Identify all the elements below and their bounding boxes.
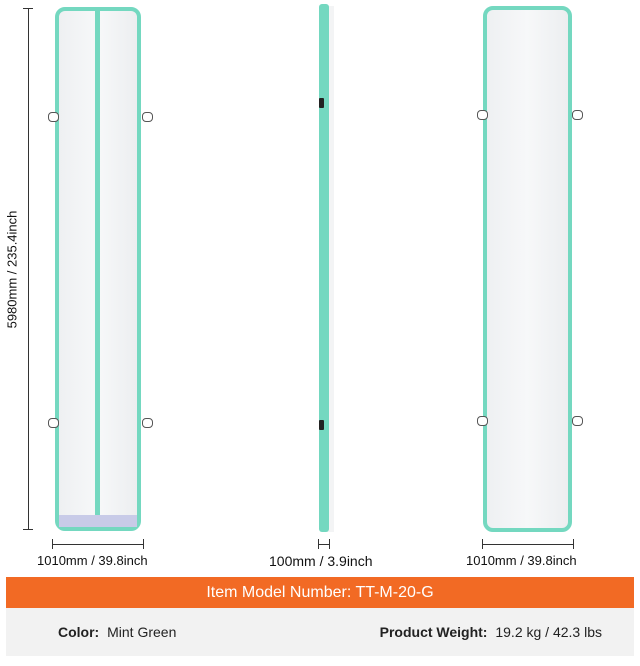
color-info: [58, 624, 176, 640]
width-dimension-tick: [143, 539, 144, 549]
width-dimension-line-left: [52, 544, 144, 545]
handle-icon: [142, 112, 153, 122]
product-info-row: [6, 608, 634, 656]
thickness-dimension-tick: [318, 539, 319, 549]
handle-icon: [48, 112, 59, 122]
handle-icon: [572, 416, 583, 426]
mat-bottom-view-right: [483, 6, 572, 532]
thickness-dimension-label: 100mm / 3.9inch: [269, 553, 373, 569]
length-dimension-tick-top: [23, 8, 33, 9]
weight-info: [380, 624, 602, 640]
width-dimension-line-right: [482, 544, 574, 545]
length-dimension-line: [28, 8, 29, 530]
mat-side-edge: [319, 4, 329, 532]
mat-bottom-edge: [59, 515, 137, 527]
width-dimension-tick: [482, 539, 483, 549]
model-number-label: Item Model Number: TT-M-20-G: [206, 583, 434, 601]
weight-label: Product Weight:: [379, 624, 488, 640]
handle-icon: [477, 416, 488, 426]
color-value: Mint Green: [107, 624, 177, 640]
handle-icon: [142, 418, 153, 428]
color-label: Color:: [58, 624, 100, 640]
weight-value: 19.2 kg / 42.3 lbs: [495, 624, 602, 640]
length-dimension-tick-bottom: [23, 529, 33, 530]
valve-icon: [319, 420, 324, 430]
width-dimension-tick: [52, 539, 53, 549]
width-dimension-label-left: 1010mm / 39.8inch: [37, 553, 148, 568]
length-dimension-label: 5980mm / 235.4inch: [4, 210, 20, 329]
width-dimension-tick: [573, 539, 574, 549]
model-number-banner: [6, 577, 634, 608]
thickness-dimension-tick: [329, 539, 330, 549]
handle-icon: [477, 110, 488, 120]
width-dimension-label-right: 1010mm / 39.8inch: [466, 553, 577, 568]
mat-center-stripe: [95, 11, 100, 527]
handle-icon: [572, 110, 583, 120]
valve-icon: [319, 98, 324, 108]
handle-icon: [48, 418, 59, 428]
